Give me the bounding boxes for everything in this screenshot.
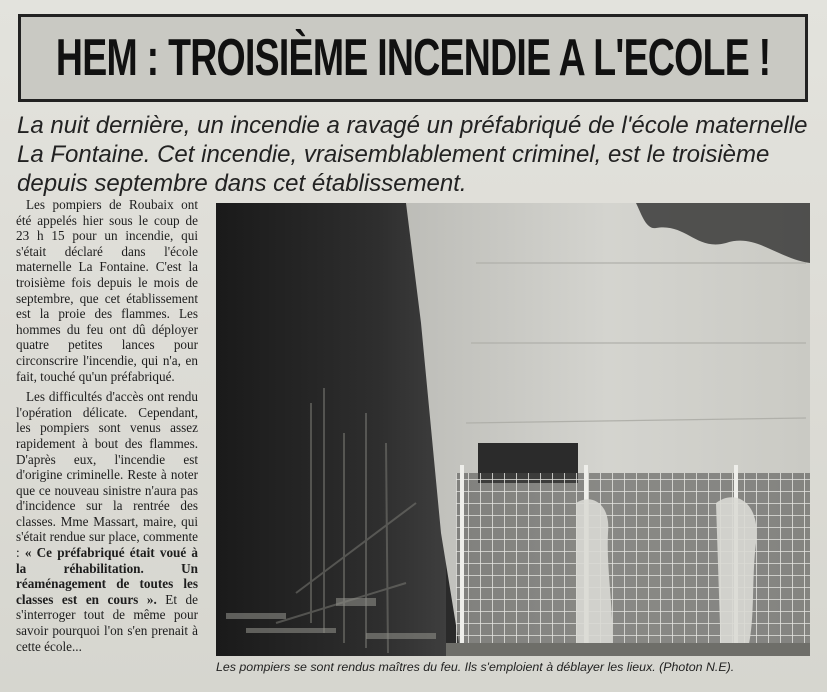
article-body xyxy=(16,197,198,659)
photo-illustration xyxy=(216,203,810,656)
headline: HEM : TROISIÈME INCENDIE A L'ECOLE ! xyxy=(55,29,771,87)
ground xyxy=(446,643,810,656)
mesh-fence xyxy=(456,465,810,656)
article-text: Et de s'interroger tout de même pour savoir pourquoi l'on s'en prenait à cette école... xyxy=(16,591,199,654)
mayor-quote: « Ce préfabriqué était voué à la réhabilitation. Un réaménagement de toutes les classes est en cours ». xyxy=(16,545,199,607)
headline-banner xyxy=(18,14,808,102)
burned-interior xyxy=(216,203,446,656)
photo-caption: Les pompiers se sont rendus maîtres du feu. Ils s'emploient à déblayer les lieux. (Photon N.E). xyxy=(216,660,735,674)
article-paragraph: Les pompiers de Roubaix ont été appelés hier sous le coup de 23 h 15 pour un incendie, qui s'était déclaré dans l'école maternelle La Fontaine. C'est la troisième fois depuis le mois de septembre, que cet établissement est la proie des flammes. Les hommes du feu ont dû déployer quatre petites lances pour circonscrire l'incendie, qui n'a, en fait, touché qu'un préfabriqué. xyxy=(16,197,198,384)
lead-paragraph: La nuit dernière, un incendie a ravagé un préfabriqué de l'école maternelle La Fontaine. Cet incendie, vraisemblablement criminel, est le troisième depuis septembre dans cet établissement. xyxy=(17,112,808,197)
article-text: Les difficultés d'accès ont rendu l'opération délicate. Cependant, les pompiers sont venus assez rapidement à bout des flammes. D'après eux, l'incendie est d'origine criminelle. Reste à noter que ce nouveau sinistre n'aura pas d'incidence sur la rentrée des classes. Mme Massart, maire, qui s'était rendue sur place, commente : xyxy=(16,389,198,561)
fire-scene-photo xyxy=(216,203,810,656)
article-paragraph xyxy=(16,389,198,654)
